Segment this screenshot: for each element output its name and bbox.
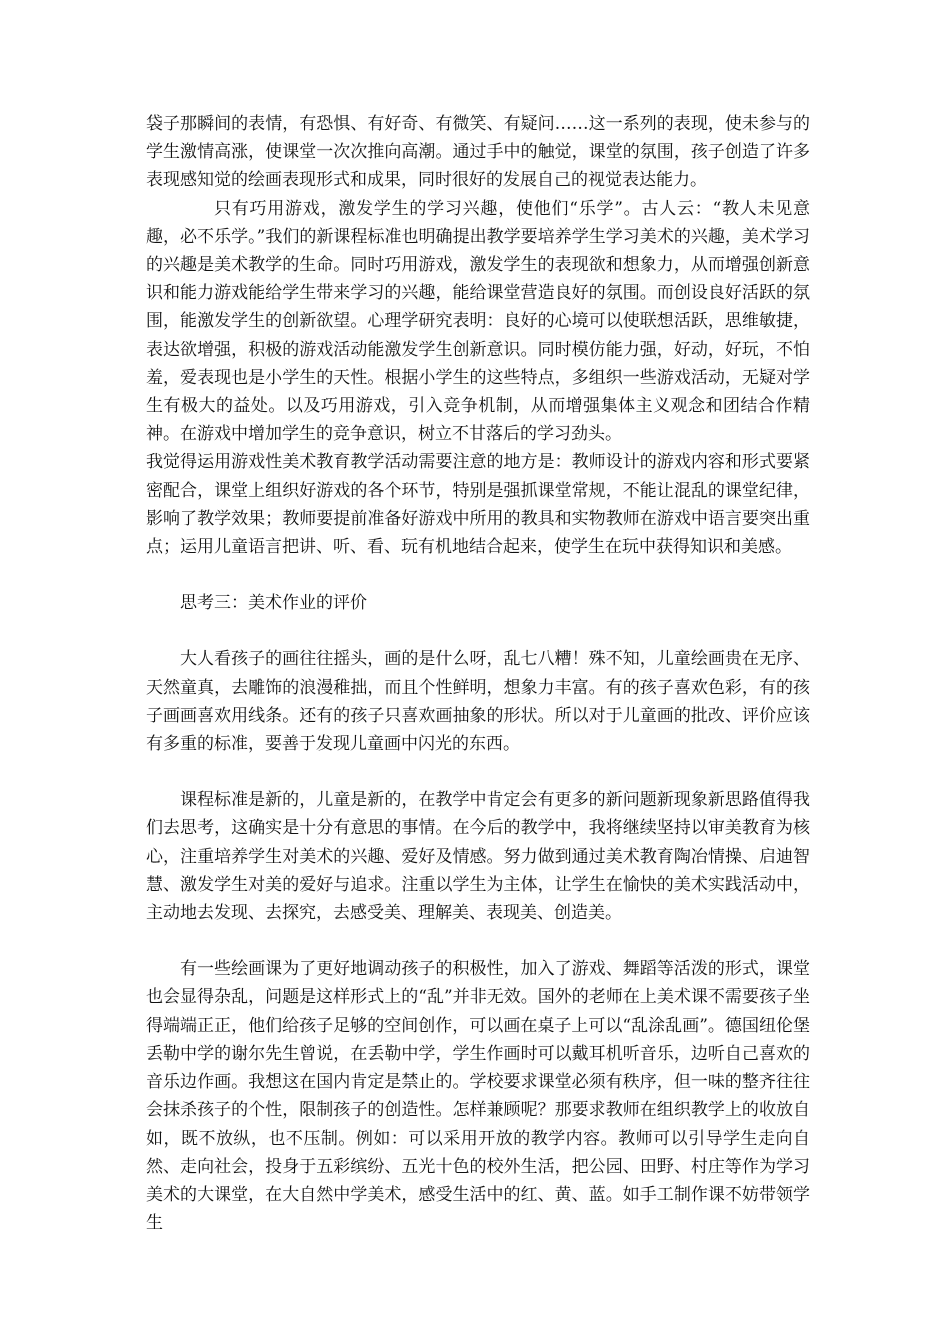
document-page	[146, 110, 810, 1237]
section-heading-evaluation: 思考三：美术作业的评价	[180, 593, 367, 614]
paragraph-games-notes: 我觉得运用游戏性美术教育教学活动需要注意的地方是：教师设计的游戏内容和形式要紧密配合，课堂上组织好游戏的各个环节，特别是强抓课堂常规，不能让混乱的课堂纪律，影响了教学效果；教师要提前准备好游戏中所用的教具和实物教师在游戏中语言要突出重点；运用儿童语言把讲、听、看、玩有机地结合起来，使学生在玩中获得知识和美感。	[146, 452, 810, 558]
paragraph-evaluation: 大人看孩子的画往往摇头，画的是什么呀，乱七八糟！殊不知，儿童绘画贵在无序、天然童真，去雕饰的浪漫稚拙，而且个性鲜明，想象力丰富。有的孩子喜欢色彩，有的孩子画画喜欢用线条。还有的孩子只喜欢画抽象的形状。所以对于儿童画的批改、评价应该有多重的标准，要善于发现儿童画中闪光的东西。	[146, 649, 810, 755]
paragraph-curriculum: 课程标准是新的，儿童是新的，在教学中肯定会有更多的新问题新现象新思路值得我们去思考，这确实是十分有意思的事情。在今后的教学中，我将继续坚持以审美教育为核心，注重培养学生对美术的兴趣、爱好及情感。努力做到通过美术教育陶冶情操、启迪智慧、激发学生对美的爱好与追求。注重以学生为主体，让学生在愉快的美术实践活动中，主动地去发现、去探究，去感受美、理解美、表现美、创造美。	[146, 790, 810, 924]
paragraph-continuation: 袋子那瞬间的表情，有恐惧、有好奇、有微笑、有疑问……这一系列的表现，使未参与的学生激情高涨，使课堂一次次推向高潮。通过手中的触觉，课堂的氛围，孩子创造了许多表现感知觉的绘画表现形式和成果，同时很好的发展自己的视觉表达能力。	[146, 114, 810, 191]
paragraph-classroom-order: 有一些绘画课为了更好地调动孩子的积极性，加入了游戏、舞蹈等活泼的形式，课堂也会显得杂乱，问题是这样形式上的“乱”并非无效。国外的老师在上美术课不需要孩子坐得端端正正，他们给孩子足够的空间创作，可以画在桌子上可以“乱涂乱画”。德国纽伦堡丢勒中学的谢尔先生曾说，在丢勒中学，学生作画时可以戴耳机听音乐，边听自己喜欢的音乐边作画。我想这在国内肯定是禁止的。学校要求课堂必须有秩序，但一味的整齐往往会抹杀孩子的个性，限制孩子的创造性。怎样兼顾呢？那要求教师在组织教学上的收放自如，既不放纵，也不压制。例如：可以采用开放的教学内容。教师可以引导学生走向自然、走向社会，投身于五彩缤纷、五光十色的校外生活，把公园、田野、村庄等作为学习美术的大课堂，在大自然中学美术，感受生活中的红、黄、蓝。如手工制作课不妨带领学生	[146, 959, 810, 1234]
paragraph-games-interest: 只有巧用游戏，激发学生的学习兴趣，使他们“乐学”。古人云：“教人未见意趣，必不乐学。”我们的新课程标准也明确提出教学要培养学生学习美术的兴趣，美术学习的兴趣是美术教学的生命。同时巧用游戏，激发学生的表现欲和想象力，从而增强创新意识和能力游戏能给学生带来学习的兴趣，能给课堂营造良好的氛围。而创设良好活跃的氛围，能激发学生的创新欲望。心理学研究表明：良好的心境可以使联想活跃，思维敏捷，表达欲增强，积极的游戏活动能激发学生创新意识。同时模仿能力强，好动，好玩，不怕羞，爱表现也是小学生的天性。根据小学生的这些特点，多组织一些游戏活动，无疑对学生有极大的益处。以及巧用游戏，引入竞争机制，从而增强集体主义观念和团结合作精神。在游戏中增加学生的竞争意识，树立不甘落后的学习劲头。	[146, 198, 810, 445]
